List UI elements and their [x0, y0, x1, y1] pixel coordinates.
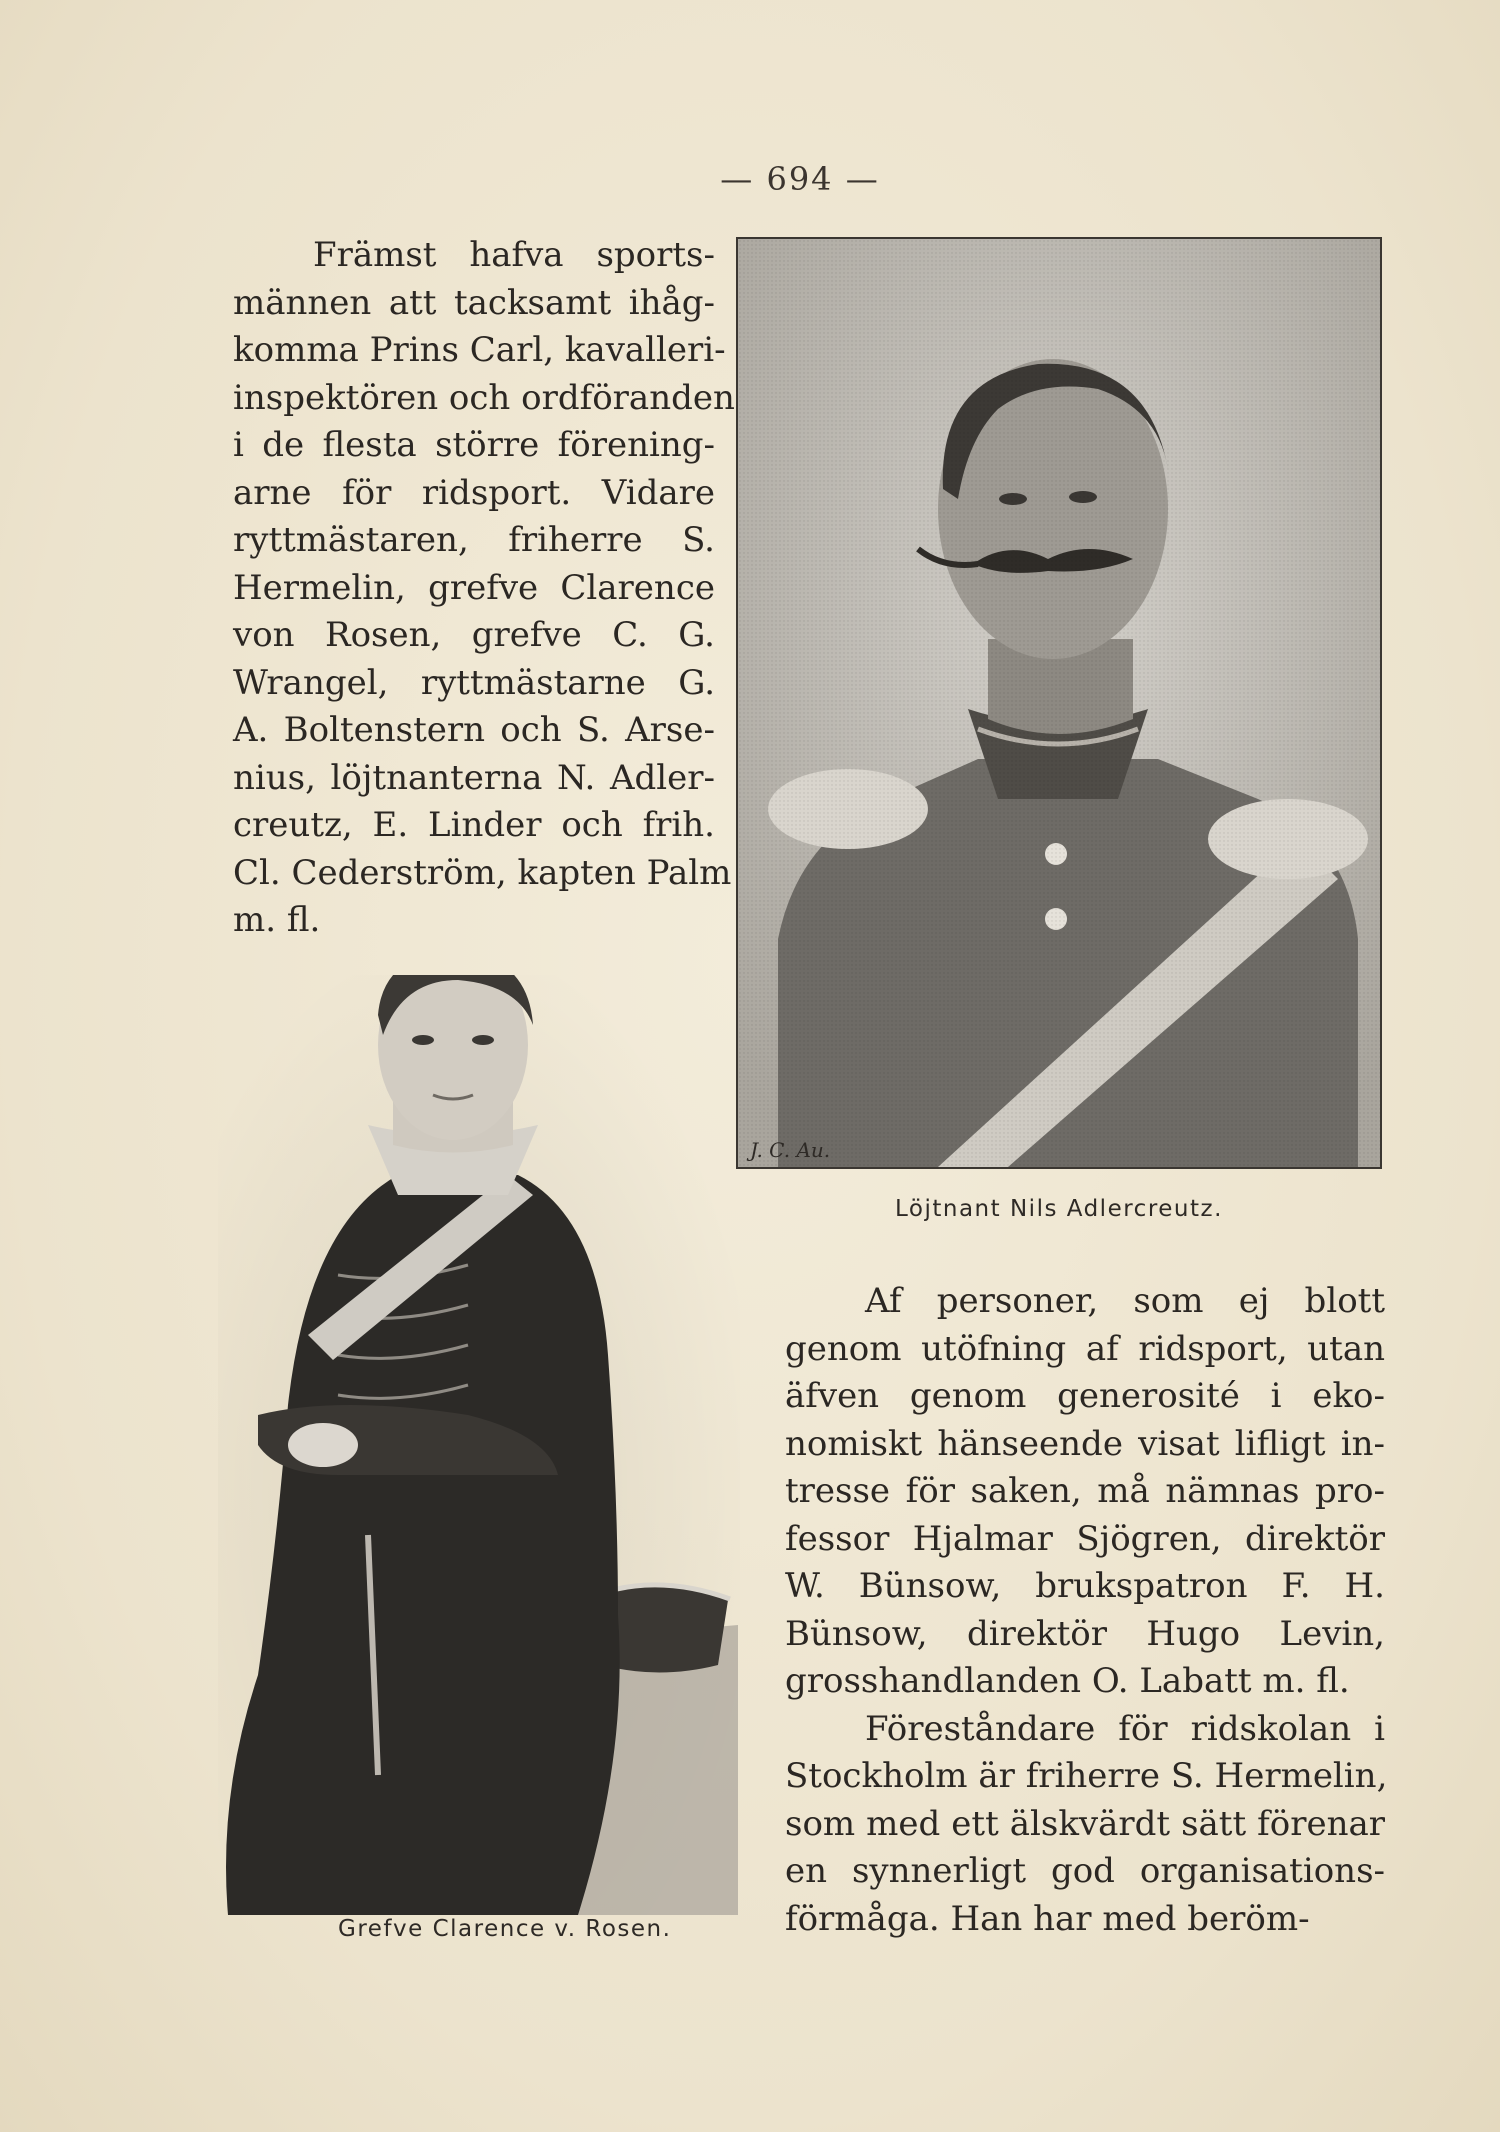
text-line: W. Bünsow, brukspatron F. H.	[785, 1566, 1385, 1606]
text-line: tresse för saken, må nämnas pro-	[785, 1471, 1385, 1511]
text-line: creutz, E. Linder och frih.	[233, 805, 715, 845]
text-line: fessor Hjalmar Sjögren, direktör	[785, 1518, 1385, 1559]
text-line: komma Prins Carl, kavalleri-	[233, 330, 726, 370]
text-line: förmåga. Han har med beröm-	[785, 1898, 1310, 1939]
text-line: männen att tacksamt ihåg-	[233, 282, 715, 323]
text-line: arne för ridsport. Vidare	[233, 472, 715, 513]
portrait-adlercreutz-illustration	[738, 239, 1380, 1167]
left-text-column	[233, 232, 735, 945]
text-line: Hermelin, grefve Clarence	[233, 567, 715, 608]
text-line: ryttmästaren, friherre S.	[233, 520, 715, 560]
text-line: m. fl.	[233, 900, 321, 940]
portrait-adlercreutz	[736, 237, 1382, 1169]
text-line: genom utöfning af ridsport, utan	[785, 1328, 1385, 1369]
text-line: Främst hafva sports-	[313, 235, 715, 275]
text-line: Af personer, som ej blott	[865, 1281, 1385, 1321]
text-line: äfven genom generosité i eko-	[785, 1376, 1385, 1416]
text-line: A. Boltenstern och S. Arse-	[233, 710, 715, 750]
engraver-signature: J. C. Au.	[750, 1138, 831, 1162]
text-line: nomiskt hänseende visat lifligt in-	[785, 1423, 1385, 1464]
text-line: Stockholm är friherre S. Hermelin,	[785, 1756, 1388, 1796]
right-text-column	[785, 1278, 1388, 1943]
portrait-rosen	[218, 975, 740, 1915]
text-line: nius, löjtnanterna N. Adler-	[233, 757, 715, 798]
text-line: Wrangel, ryttmästarne G.	[233, 662, 715, 703]
caption-adlercreutz: Löjtnant Nils Adlercreutz.	[895, 1196, 1223, 1222]
text-line: en synnerligt god organisations-	[785, 1851, 1385, 1891]
portrait-rosen-illustration	[218, 975, 740, 1915]
page-number: — 694 —	[720, 160, 880, 198]
text-line: som med ett älskvärdt sätt förenar	[785, 1803, 1385, 1844]
caption-rosen: Grefve Clarence v. Rosen.	[338, 1916, 672, 1942]
text-line: i de flesta större förening-	[233, 425, 715, 465]
text-line: Bünsow, direktör Hugo Levin,	[785, 1613, 1385, 1654]
text-line: von Rosen, grefve C. G.	[233, 615, 715, 655]
text-line: Cl. Cederström, kapten Palm	[233, 852, 732, 893]
text-line: inspektören och ordföranden	[233, 377, 735, 418]
text-line: Föreståndare för ridskolan i	[865, 1708, 1385, 1749]
text-line: grosshandlanden O. Labatt m. fl.	[785, 1661, 1350, 1701]
